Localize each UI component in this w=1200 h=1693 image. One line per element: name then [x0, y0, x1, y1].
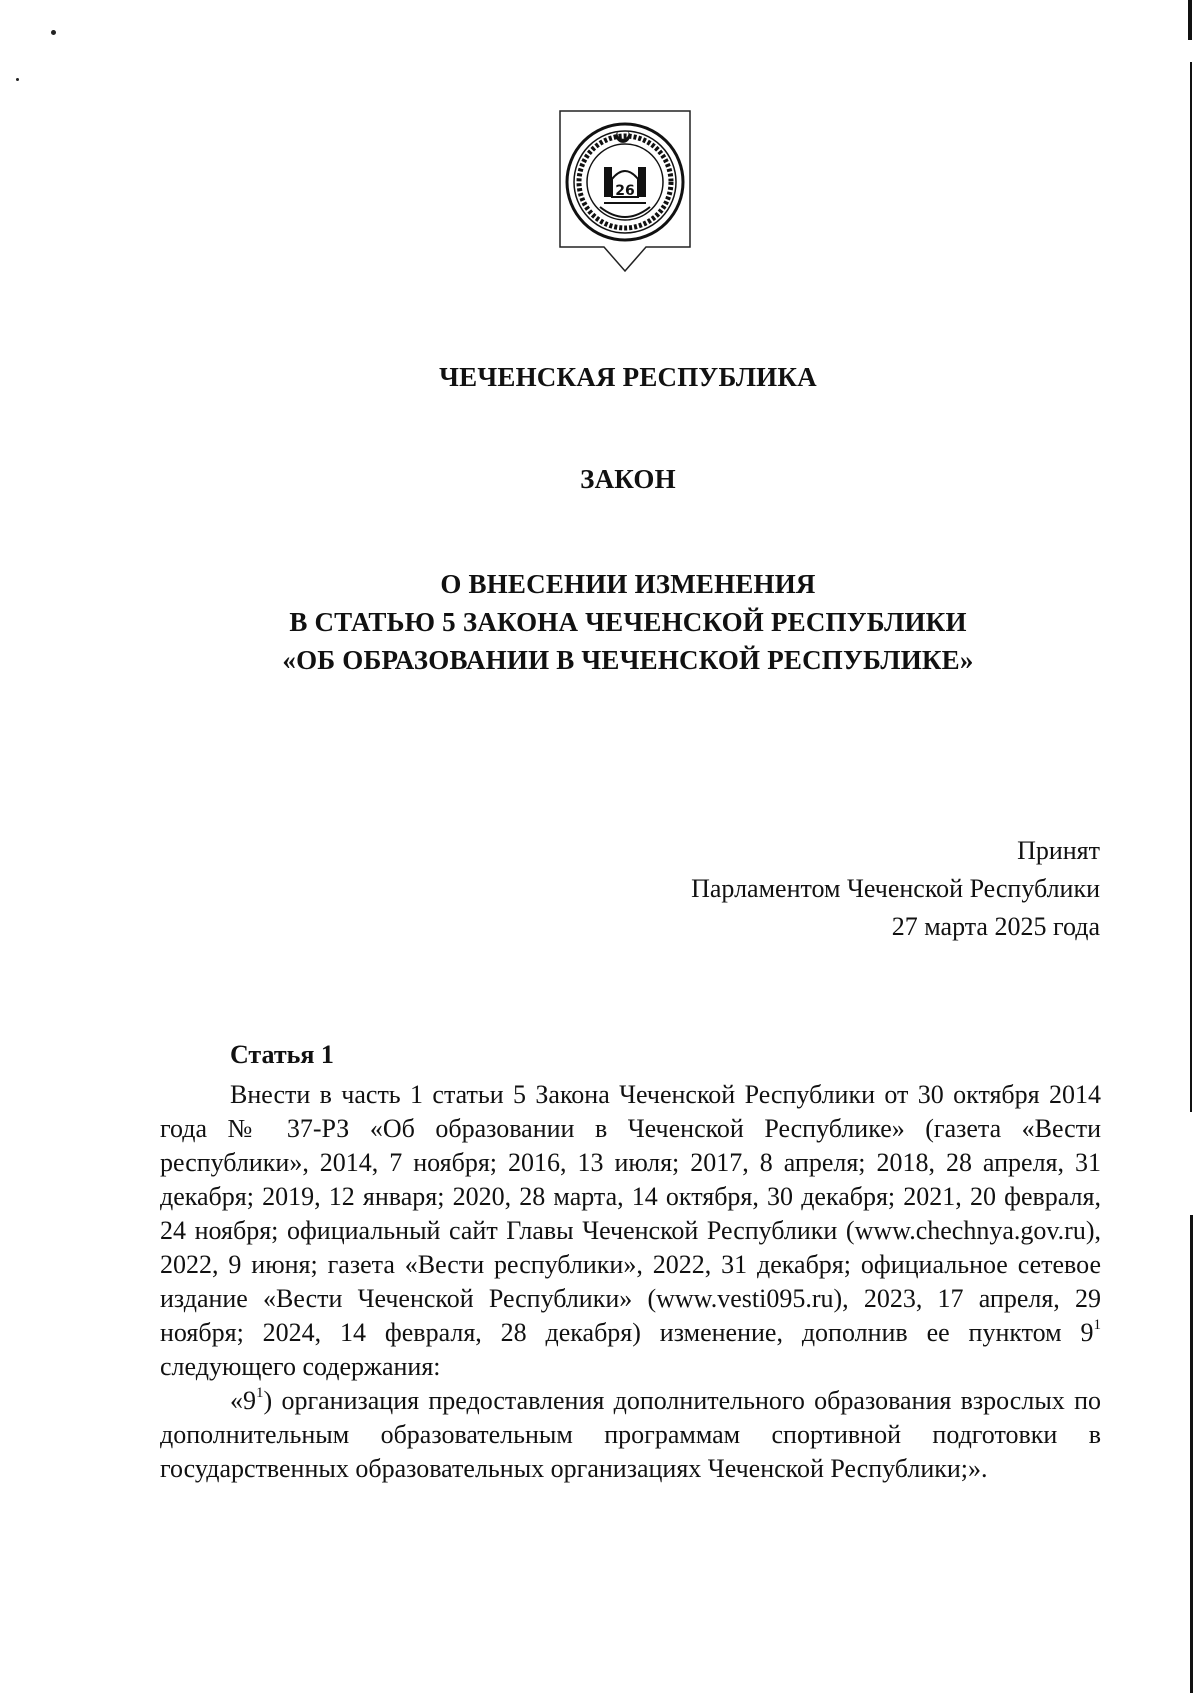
superscript: 1	[256, 1385, 264, 1402]
adoption-block	[691, 832, 1100, 946]
law-title-line: «ОБ ОБРАЗОВАНИИ В ЧЕЧЕНСКОЙ РЕСПУБЛИКЕ»	[282, 645, 974, 675]
adoption-line: Парламентом Чеченской Республики	[691, 874, 1100, 903]
article-paragraph	[160, 1078, 1101, 1384]
paragraph-text: Внести в часть 1 статьи 5 Закона Чеченской Республики от 30 октября 2014 года № 37-РЗ «Об образовании в Чеченской Республике» (газета «Вести республики», 2014, 7 ноября; 2016, 13 июля; 2017, 8 апреля; 2018, 28 апреля, 31 декабря; 2019, 12 января; 2020, 28 марта, 14 октября, 30 декабря; 2021, 20 февраля, 24 ноября; официальный сайт Главы Чеченской Республики (www.chechnya.gov.ru), 2022, 9 июня; газета «Вести республики», 2022, 31 декабря; официальное сетевое издание «Вести Чеченской Республики» (www.vesti095.ru), 2023, 17 апреля, 29 ноября; 2024, 14 февраля, 28 декабря) изменение, дополнив ее пунктом 9	[160, 1080, 1101, 1347]
republic-heading: ЧЕЧЕНСКАЯ РЕСПУБЛИКА	[439, 362, 817, 392]
paragraph-text: ) организация предоставления дополнительного образования взрослых по дополнительным образовательным программам спортивной подготовки в государственных образовательных организациях Чеченской Республики;».	[160, 1386, 1101, 1483]
scan-speck	[16, 78, 19, 81]
law-title	[0, 565, 1200, 679]
paragraph-text: «9	[230, 1386, 256, 1415]
coat-of-arms-emblem	[556, 107, 694, 277]
superscript: 1	[1093, 1317, 1101, 1334]
scan-edge-line	[1190, 1215, 1193, 1693]
law-title-line: О ВНЕСЕНИИ ИЗМЕНЕНИЯ	[440, 569, 816, 599]
article-paragraph	[160, 1384, 1101, 1486]
adoption-line: Принят	[1017, 836, 1100, 865]
paragraph-text: следующего содержания:	[160, 1352, 441, 1381]
article-heading: Статья 1	[230, 1040, 334, 1069]
scan-edge-line	[1188, 0, 1192, 40]
article-body	[160, 1078, 1101, 1486]
scan-speck	[51, 30, 56, 35]
adoption-date: 27 марта 2025 года	[891, 912, 1100, 941]
law-heading: ЗАКОН	[580, 464, 676, 494]
svg-text:26: 26	[615, 183, 635, 199]
law-title-line: В СТАТЬЮ 5 ЗАКОНА ЧЕЧЕНСКОЙ РЕСПУБЛИКИ	[289, 607, 967, 637]
